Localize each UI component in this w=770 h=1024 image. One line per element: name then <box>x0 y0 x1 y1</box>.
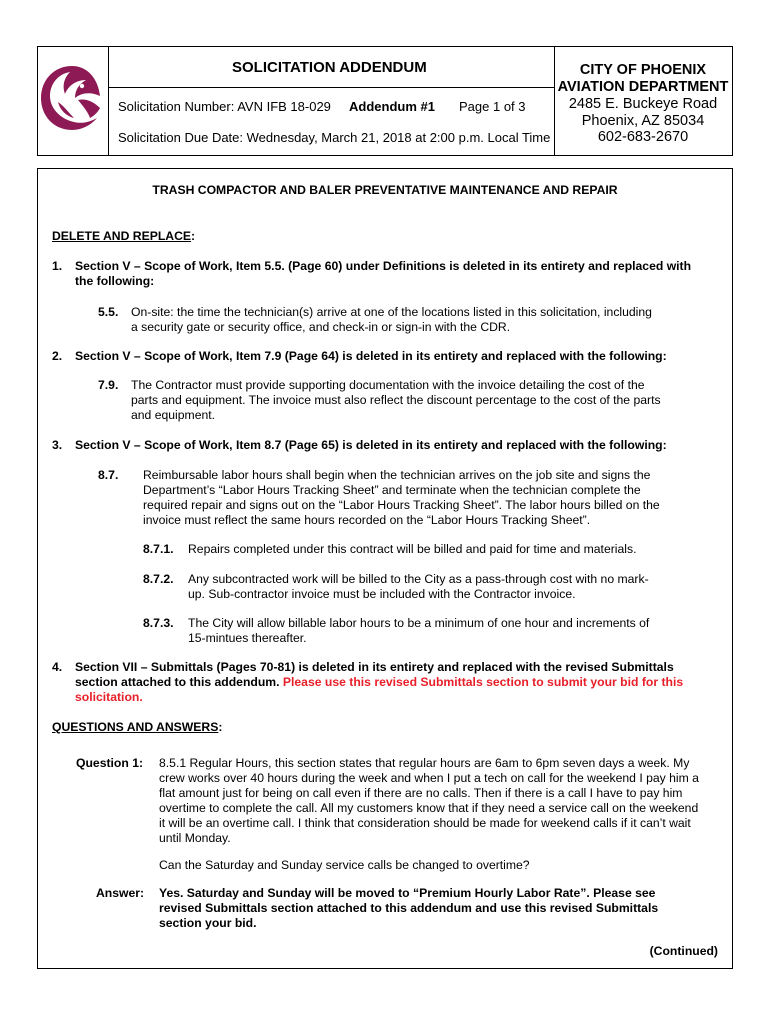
subsub-item-number: 8.7.3. <box>143 616 174 630</box>
item-text: Section V – Scope of Work, Item 5.5. (Page 60) under Definitions is deleted in its entirety and replaced with <box>75 259 692 273</box>
due-date: Solicitation Due Date: Wednesday, March 21, 2018 at 2:00 p.m. Local Time <box>118 130 551 145</box>
phone-number: 602-683-2670 <box>597 129 689 145</box>
answer-text: section your bid. <box>159 916 257 930</box>
bid-instruction-highlight: solicitation. <box>75 690 143 704</box>
item-text: the following: <box>75 274 155 288</box>
question-followup: Can the Saturday and Sunday service calls be changed to overtime? <box>159 858 530 872</box>
header-divider-left <box>108 47 109 155</box>
sub-item-text: a security gate or security office, and check-in or sign-in with the CDR. <box>131 320 511 334</box>
page-number: Page 1 of 3 <box>459 99 526 114</box>
phoenix-bird-logo-icon <box>38 62 106 134</box>
answer-text: Yes. Saturday and Sunday will be moved to “Premium Hourly Labor Rate”. Please see <box>159 886 656 900</box>
subsub-item-number: 8.7.1. <box>143 542 174 556</box>
sub-item-text: On-site: the time the technician(s) arrive at one of the locations listed in this solicitation, including <box>131 305 652 319</box>
page-title: SOLICITATION ADDENDUM <box>232 59 427 76</box>
sub-item-number: 5.5. <box>98 305 119 319</box>
org-department: AVIATION DEPARTMENT <box>557 79 729 95</box>
item-text: Section V – Scope of Work, Item 7.9 (Page 64) is deleted in its entirety and replaced with the following: <box>75 349 667 363</box>
item-text: Section V – Scope of Work, Item 8.7 (Page 65) is deleted in its entirety and replaced with the following: <box>75 438 667 452</box>
subsub-item-text: The City will allow billable labor hours to be a minimum of one hour and increments of <box>188 616 650 630</box>
subsub-item-text: Any subcontracted work will be billed to the City as a pass-through cost with no mark- <box>188 572 649 586</box>
sub-item-text: parts and equipment. The invoice must also reflect the discount percentage to the cost of the parts <box>131 393 661 407</box>
item-number: 3. <box>52 438 63 452</box>
sub-item-text: The Contractor must provide supporting documentation with the invoice detailing the cost of the <box>131 378 645 392</box>
subsub-item-text: Repairs completed under this contract will be billed and paid for time and materials. <box>188 542 637 556</box>
item-text: Section VII – Submittals (Pages 70-81) is deleted in its entirety and replaced with the revised Submittals <box>75 660 674 674</box>
question-text: overtime to complete the call. All my customers know that if they need a service call on the weekend <box>159 801 699 815</box>
section-delete-replace-heading: DELETE AND REPLACE: <box>52 229 196 243</box>
question-text: crew works over 40 hours during the week and when I put a tech on call for the weekend I pay him a <box>159 771 699 785</box>
subject-heading: TRASH COMPACTOR AND BALER PREVENTATIVE MAINTENANCE AND REPAIR <box>152 183 618 197</box>
answer-text: revised Submittals section attached to this addendum and use this revised Submittals <box>159 901 659 915</box>
sub-item-text: invoice must reflect the same hours recorded on the “Labor Hours Tracking Sheet”. <box>143 513 591 527</box>
item-text-mixed: section attached to this addendum. Please use this revised Submittals section to submit your bid for this <box>75 675 684 689</box>
question-text: it will be an overtime call. I think that consideration should be made for weekend calls if it can’t wait <box>159 816 691 830</box>
org-name: CITY OF PHOENIX <box>579 62 707 78</box>
sub-item-text: required repair and signs out on the “Labor Hours Tracking Sheet”. The labor hours billed on the <box>143 498 660 512</box>
subsub-item-text: 15-mintues thereafter. <box>188 631 307 645</box>
section-qa-heading: QUESTIONS AND ANSWERS: <box>52 720 223 734</box>
question-text: until Monday. <box>159 831 231 845</box>
item-number: 2. <box>52 349 63 363</box>
sub-item-text: Reimbursable labor hours shall begin when the technician arrives on the job site and signs the <box>143 468 651 482</box>
question-text: flat amount just for being on call even if there are no calls. Then if there is a call I have to pay him <box>159 786 683 800</box>
item-number: 1. <box>52 259 63 273</box>
header-divider-horizontal <box>108 87 554 88</box>
subsub-item-number: 8.7.2. <box>143 572 174 586</box>
bid-instruction-highlight: Please use this revised Submittals section to submit your bid for this <box>282 675 684 689</box>
address-street: 2485 E. Buckeye Road <box>568 96 718 112</box>
sub-item-number: 8.7. <box>98 468 119 482</box>
address-city: Phoenix, AZ 85034 <box>581 113 705 129</box>
subsub-item-text: up. Sub-contractor invoice must be included with the Contractor invoice. <box>188 587 576 601</box>
solicitation-number: Solicitation Number: AVN IFB 18-029 <box>118 99 331 114</box>
continued-label: (Continued) <box>649 944 718 958</box>
sub-item-number: 7.9. <box>98 378 119 392</box>
item-number: 4. <box>52 660 63 674</box>
sub-item-text: and equipment. <box>131 408 216 422</box>
answer-label: Answer: <box>96 886 145 900</box>
sub-item-text: Department’s “Labor Hours Tracking Sheet” and terminate when the technician complete the <box>143 483 641 497</box>
question-label: Question 1: <box>76 756 144 770</box>
question-text: 8.5.1 Regular Hours, this section states that regular hours are 6am to 6pm seven days a week. My <box>159 756 690 770</box>
addendum-number: Addendum #1 <box>349 99 435 114</box>
